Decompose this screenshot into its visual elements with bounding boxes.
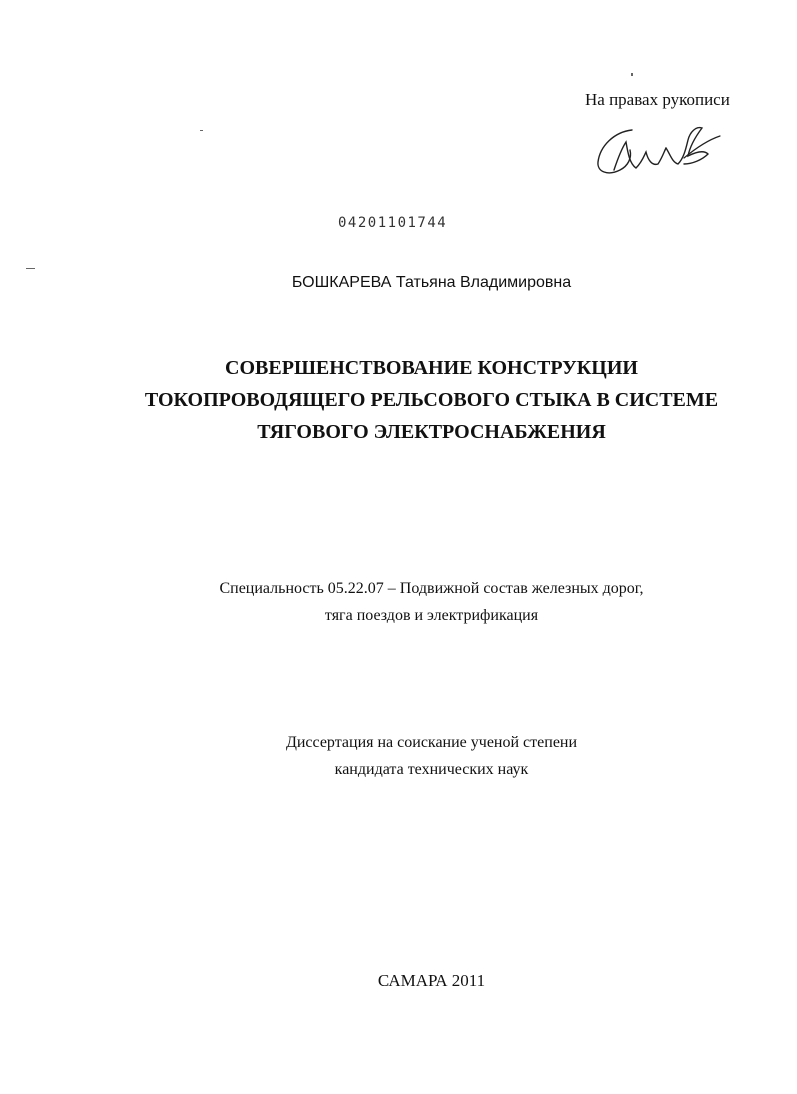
dissertation-title bbox=[0, 352, 797, 448]
specialty-line: тяга поездов и электрификация bbox=[324, 607, 539, 624]
degree-line: Диссертация на соискание ученой степени bbox=[285, 734, 578, 751]
scan-speck bbox=[26, 268, 35, 269]
title-line: ТЯГОВОГО ЭЛЕКТРОСНАБЖЕНИЯ bbox=[257, 421, 606, 443]
archive-code: 04201101744 bbox=[338, 215, 448, 231]
scan-speck bbox=[200, 130, 203, 131]
manuscript-rights-note: На правах рукописи bbox=[585, 90, 730, 109]
specialty-block bbox=[0, 575, 797, 629]
degree-block bbox=[0, 729, 797, 783]
degree-line: кандидата технических наук bbox=[334, 761, 529, 778]
title-line: СОВЕРШЕНСТВОВАНИЕ КОНСТРУКЦИИ bbox=[225, 357, 638, 379]
specialty-line: Специальность 05.22.07 – Подвижной состав железных дорог, bbox=[219, 580, 644, 597]
scan-speck bbox=[631, 73, 633, 76]
city-year: САМАРА 2011 bbox=[377, 971, 486, 990]
author-name: БОШКАРЕВА Татьяна Владимировна bbox=[291, 274, 572, 291]
handwritten-signature bbox=[592, 118, 722, 190]
title-line: ТОКОПРОВОДЯЩЕГО РЕЛЬСОВОГО СТЫКА В СИСТЕМЕ bbox=[144, 389, 719, 411]
